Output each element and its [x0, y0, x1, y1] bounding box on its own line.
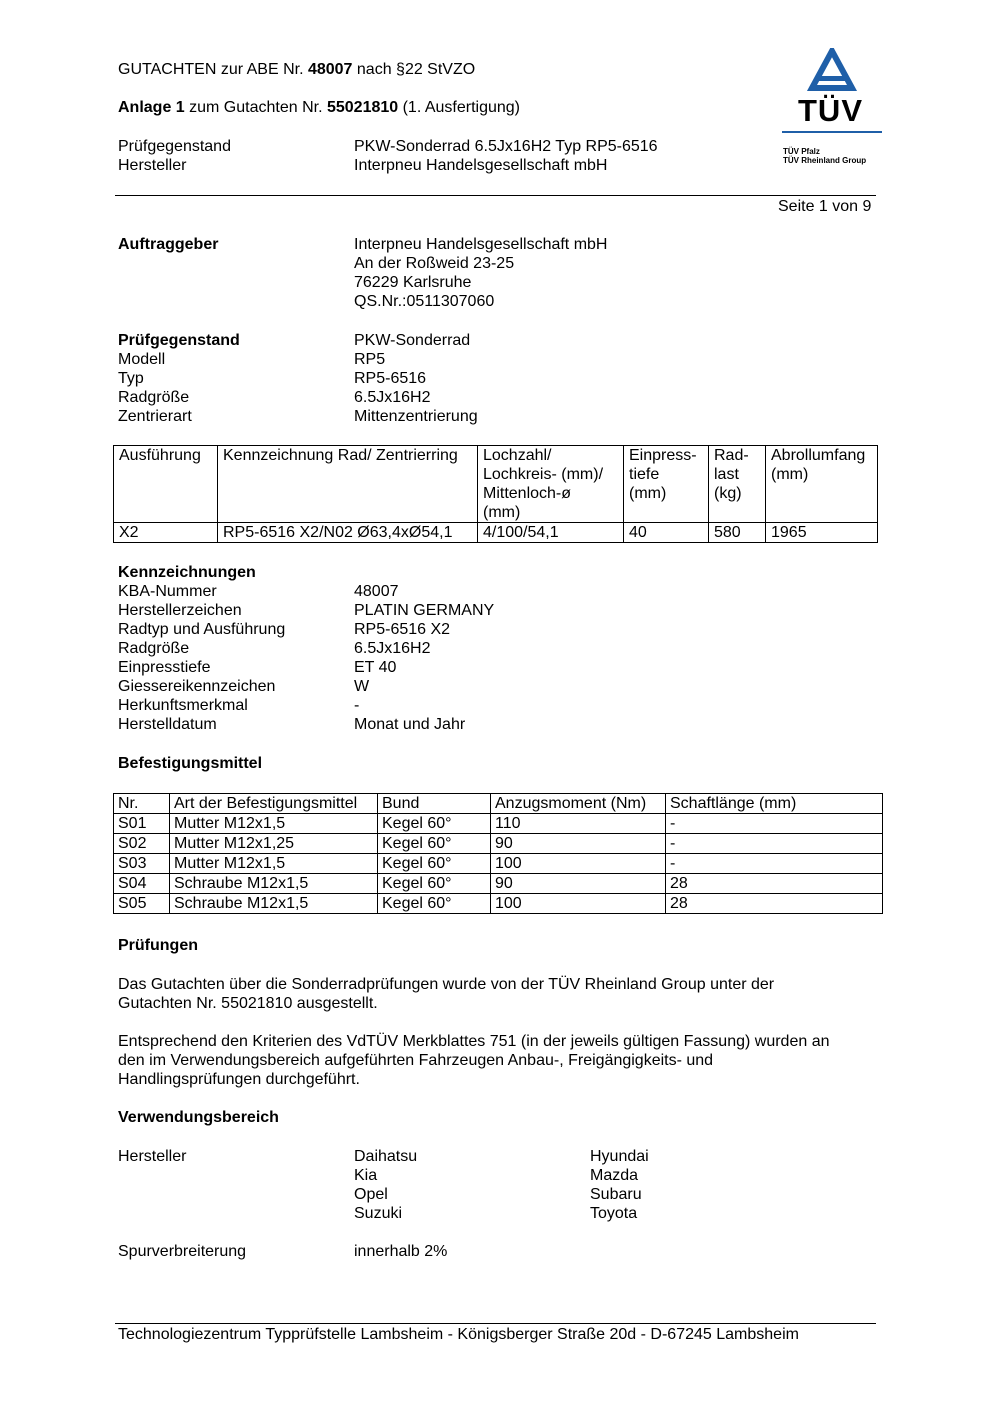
- befestigung-header-cell: Schaftlänge (mm): [666, 794, 883, 814]
- befestigung-cell: Mutter M12x1,5: [170, 814, 378, 834]
- befestigung-cell: Kegel 60°: [378, 854, 491, 874]
- auftraggeber-line-2: An der Roßweid 23-25: [354, 255, 515, 272]
- befestigung-cell: 28: [666, 894, 883, 914]
- zentrierart-value: Mittenzentrierung: [354, 408, 478, 425]
- typ-label: Typ: [118, 370, 144, 387]
- befestigung-cell: S04: [114, 874, 170, 894]
- befestigung-cell: Kegel 60°: [378, 814, 491, 834]
- befestigung-row: [114, 874, 883, 894]
- befestigung-row: [114, 814, 883, 834]
- spurverbreiterung-label: Spurverbreiterung: [118, 1243, 247, 1260]
- ausfuehrung-table: [113, 445, 878, 543]
- footer-divider: [115, 1323, 876, 1324]
- tuev-logo-underline: [782, 131, 882, 133]
- befestigung-row: [114, 854, 883, 874]
- header-pruefgegenstand-label: Prüfgegenstand: [118, 138, 231, 155]
- kennzeichnung-label: Radgröße: [118, 640, 190, 657]
- befestigung-cell: Schraube M12x1,5: [170, 894, 378, 914]
- manufacturer-item: Subaru: [590, 1186, 642, 1203]
- pruefgegenstand-label: Prüfgegenstand: [118, 332, 240, 349]
- tuev-logo-text: TÜV: [798, 93, 863, 128]
- manufacturer-item: Opel: [354, 1186, 388, 1203]
- header-hersteller-value: Interpneu Handelsgesellschaft mbH: [354, 157, 608, 174]
- auftraggeber-line-1: Interpneu Handelsgesellschaft mbH: [354, 236, 608, 253]
- befestigung-cell: 90: [491, 874, 666, 894]
- ausfuehrung-cell: 40: [624, 523, 709, 543]
- verwendung-hersteller-label: Hersteller: [118, 1148, 187, 1165]
- pruefungen-title: Prüfungen: [118, 937, 198, 954]
- befestigung-header-cell: Anzugsmoment (Nm): [491, 794, 666, 814]
- befestigung-cell: -: [666, 854, 883, 874]
- pruefungen-paragraph-2-line-3: Handlingsprüfungen durchgeführt.: [118, 1071, 360, 1088]
- kennzeichnung-value: 6.5Jx16H2: [354, 640, 431, 657]
- auftraggeber-line-3: 76229 Karlsruhe: [354, 274, 472, 291]
- ausfuehrung-cell: 580: [709, 523, 766, 543]
- page-number: Seite 1 von 9: [778, 198, 872, 215]
- befestigung-header-cell: Art der Befestigungsmittel: [170, 794, 378, 814]
- befestigung-cell: 28: [666, 874, 883, 894]
- ausfuehrung-header-row: [114, 446, 878, 523]
- ausfuehrung-row: [114, 523, 878, 543]
- tuev-logo-sub1: TÜV Pfalz: [783, 147, 820, 156]
- kennzeichnung-value: ET 40: [354, 659, 397, 676]
- pruefungen-paragraph-1-line-2: Gutachten Nr. 55021810 ausgestellt.: [118, 995, 378, 1012]
- kennzeichnung-value: RP5-6516 X2: [354, 621, 451, 638]
- kennzeichnung-value: 48007: [354, 583, 399, 600]
- manufacturer-item: Suzuki: [354, 1205, 403, 1222]
- befestigung-cell: Kegel 60°: [378, 834, 491, 854]
- befestigung-cell: Kegel 60°: [378, 874, 491, 894]
- ausfuehrung-cell: X2: [114, 523, 218, 543]
- befestigung-row: [114, 834, 883, 854]
- kennzeichnung-label: Herstellerzeichen: [118, 602, 242, 619]
- kennzeichnung-label: Herstelldatum: [118, 716, 217, 733]
- manufacturer-item: Mazda: [590, 1167, 639, 1184]
- befestigung-row: [114, 894, 883, 914]
- modell-label: Modell: [118, 351, 166, 368]
- kennzeichnung-value: W: [354, 678, 370, 695]
- tuev-logo-sub2: TÜV Rheinland Group: [783, 156, 867, 165]
- manufacturer-item: Toyota: [590, 1205, 638, 1222]
- befestigung-header-row: [114, 794, 883, 814]
- kennzeichnung-value: PLATIN GERMANY: [354, 602, 495, 619]
- befestigung-cell: 110: [491, 814, 666, 834]
- befestigung-cell: 90: [491, 834, 666, 854]
- modell-value: RP5: [354, 351, 386, 368]
- befestigung-header-cell: Bund: [378, 794, 491, 814]
- kennzeichnung-label: Einpresstiefe: [118, 659, 211, 676]
- kennzeichnung-value: Monat und Jahr: [354, 716, 466, 733]
- befestigung-cell: Mutter M12x1,25: [170, 834, 378, 854]
- befestigung-cell: 100: [491, 854, 666, 874]
- befestigung-cell: S02: [114, 834, 170, 854]
- typ-value: RP5-6516: [354, 370, 427, 387]
- befestigung-cell: Schraube M12x1,5: [170, 874, 378, 894]
- tuev-logo: [780, 48, 884, 174]
- spurverbreiterung-value: innerhalb 2%: [354, 1243, 448, 1260]
- kennzeichnung-label: Giessereikennzeichen: [118, 678, 276, 695]
- befestigung-cell: S03: [114, 854, 170, 874]
- ausfuehrung-header-cell: Ausführung: [114, 446, 218, 523]
- ausfuehrung-cell: 4/100/54,1: [478, 523, 624, 543]
- manufacturer-item: Kia: [354, 1167, 378, 1184]
- pruefungen-paragraph-2-line-2: den im Verwendungsbereich aufgeführten Fahrzeugen Anbau-, Freigängigkeits- und: [118, 1052, 714, 1069]
- befestigung-cell: S01: [114, 814, 170, 834]
- ausfuehrung-header-cell: Lochzahl/ Lochkreis- (mm)/ Mittenloch-ø (mm): [478, 446, 624, 523]
- befestigung-title: Befestigungsmittel: [118, 755, 263, 772]
- header-line-1: GUTACHTEN zur ABE Nr. 48007 nach §22 StVZO: [118, 61, 476, 78]
- befestigung-cell: Kegel 60°: [378, 894, 491, 914]
- befestigung-table: [113, 793, 883, 914]
- pruefungen-paragraph-1-line-1: Das Gutachten über die Sonderradprüfungen wurde von der TÜV Rheinland Group unter der: [118, 976, 775, 993]
- header-line-2: Anlage 1 zum Gutachten Nr. 55021810 (1. Ausfertigung): [118, 99, 520, 116]
- kennzeichnung-value: -: [354, 697, 360, 714]
- ausfuehrung-cell: 1965: [766, 523, 878, 543]
- auftraggeber-label: Auftraggeber: [118, 236, 219, 253]
- befestigung-header-cell: Nr.: [114, 794, 170, 814]
- tuev-triangle-icon: [780, 48, 884, 96]
- radgroesse-label: Radgröße: [118, 389, 190, 406]
- manufacturer-item: Hyundai: [590, 1148, 649, 1165]
- pruefgegenstand-value: PKW-Sonderrad: [354, 332, 471, 349]
- befestigung-cell: -: [666, 834, 883, 854]
- kennzeichnungen-title: Kennzeichnungen: [118, 564, 256, 581]
- header-pruefgegenstand-value: PKW-Sonderrad 6.5Jx16H2 Typ RP5-6516: [354, 138, 658, 155]
- radgroesse-value: 6.5Jx16H2: [354, 389, 431, 406]
- manufacturer-item: Daihatsu: [354, 1148, 418, 1165]
- zentrierart-label: Zentrierart: [118, 408, 192, 425]
- kennzeichnung-label: KBA-Nummer: [118, 583, 217, 600]
- pruefungen-paragraph-2-line-1: Entsprechend den Kriterien des VdTÜV Merkblattes 751 (in der jeweils gültigen Fassung) wurden an: [118, 1033, 830, 1050]
- footer-text: Technologiezentrum Typprüfstelle Lambsheim - Königsberger Straße 20d - D-67245 Lambsheim: [118, 1326, 799, 1343]
- kennzeichnung-label: Herkunftsmerkmal: [118, 697, 248, 714]
- befestigung-cell: Mutter M12x1,5: [170, 854, 378, 874]
- ausfuehrung-header-cell: Abrollumfang (mm): [766, 446, 878, 523]
- header-hersteller-label: Hersteller: [118, 157, 187, 174]
- befestigung-cell: 100: [491, 894, 666, 914]
- verwendungsbereich-title: Verwendungsbereich: [118, 1109, 279, 1126]
- auftraggeber-line-4: QS.Nr.:0511307060: [354, 293, 495, 310]
- ausfuehrung-header-cell: Rad- last (kg): [709, 446, 766, 523]
- header-divider: [115, 195, 876, 196]
- ausfuehrung-cell: RP5-6516 X2/N02 Ø63,4xØ54,1: [218, 523, 478, 543]
- kennzeichnung-label: Radtyp und Ausführung: [118, 621, 286, 638]
- ausfuehrung-header-cell: Einpress- tiefe (mm): [624, 446, 709, 523]
- befestigung-cell: S05: [114, 894, 170, 914]
- ausfuehrung-header-cell: Kennzeichnung Rad/ Zentrierring: [218, 446, 478, 523]
- befestigung-cell: -: [666, 814, 883, 834]
